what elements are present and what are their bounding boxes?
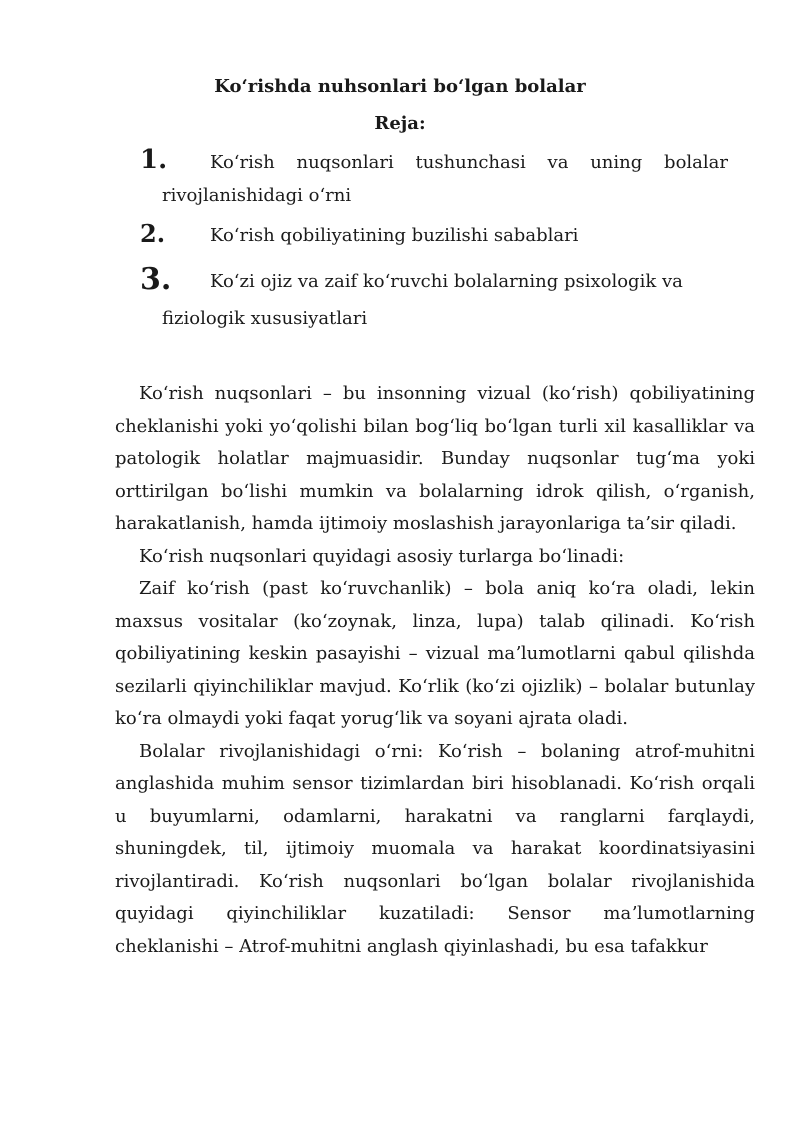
plan-item-text: Koʻrish qobiliyatining buzilishi sabablari xyxy=(210,225,579,246)
body-paragraph: Koʻrish nuqsonlari – bu insonning vizual (koʻrish) qobiliyatining cheklanishi yoki yoʻqolishi bilan bogʻliq boʻlgan turli xil kasalliklar va patologik holatlar majmuasidir. Bunday nuqsonlar tugʻma yoki orttirilgan boʻlishi mumkin va bolalarning idrok qilish, oʻrganish, harakatlanish, hamda ijtimoiy moslashish jarayonlariga taʼsir qiladi. xyxy=(115,383,755,534)
plan-item-text: Koʻrish nuqsonlari tushunchasi va uning bolalar xyxy=(210,152,728,173)
plan-item-text: Koʻzi ojiz va zaif koʻruvchi bolalarning psixologik va xyxy=(210,271,683,292)
plan-item-2 xyxy=(140,219,728,255)
plan-item-3 xyxy=(140,262,728,331)
plan-item-number: 1. xyxy=(140,145,168,175)
body-paragraph: Zaif koʻrish (past koʻruvchanlik) – bola aniq koʻra oladi, lekin maxsus vositalar (koʻzoynak, linza, lupa) talab qilinadi. Koʻrish qobiliyatining keskin pasayishi – vizual maʼlumotlarni qabul qilishda sezilarli qiyinchiliklar mavjud. Koʻrlik (koʻzi ojizlik) – bolalar butunlay koʻra olmaydi yoki faqat yorugʻlik va soyani ajrata oladi. xyxy=(115,578,755,729)
body-paragraph: Bolalar rivojlanishidagi oʻrni: Koʻrish – bolaning atrof-muhitni anglashida muhim sensor tizimlardan biri hisoblanadi. Koʻrish orqali u buyumlarni, odamlarni, harakatni va ranglarni farqlaydi, shuningdek, til, ijtimoiy muomala va harakat koordinatsiyasini rivojlantiradi. Koʻrish nuqsonlari boʻlgan bolalar rivojlanishida quyidagi qiyinchiliklar kuzatiladi: Sensor maʼlumotlarning cheklanishi – Atrof-muhitni anglash qiyinlashadi, bu esa tafakkur xyxy=(115,740,755,957)
document-title: Koʻrishda nuhsonlari boʻlgan bolalar xyxy=(214,76,586,97)
plan-heading: Reja: xyxy=(374,113,426,134)
body-paragraph: Koʻrish nuqsonlari quyidagi asosiy turlarga boʻlinadi: xyxy=(139,545,625,567)
plan-item-text-cont: fiziologik xususiyatlari xyxy=(162,308,368,329)
document-body xyxy=(115,378,755,963)
plan-item-number: 2. xyxy=(140,219,166,248)
plan-item-number: 3. xyxy=(140,262,172,297)
plan-item-text-cont: rivojlanishidagi oʻrni xyxy=(162,185,352,206)
plan-item-1 xyxy=(140,145,728,212)
